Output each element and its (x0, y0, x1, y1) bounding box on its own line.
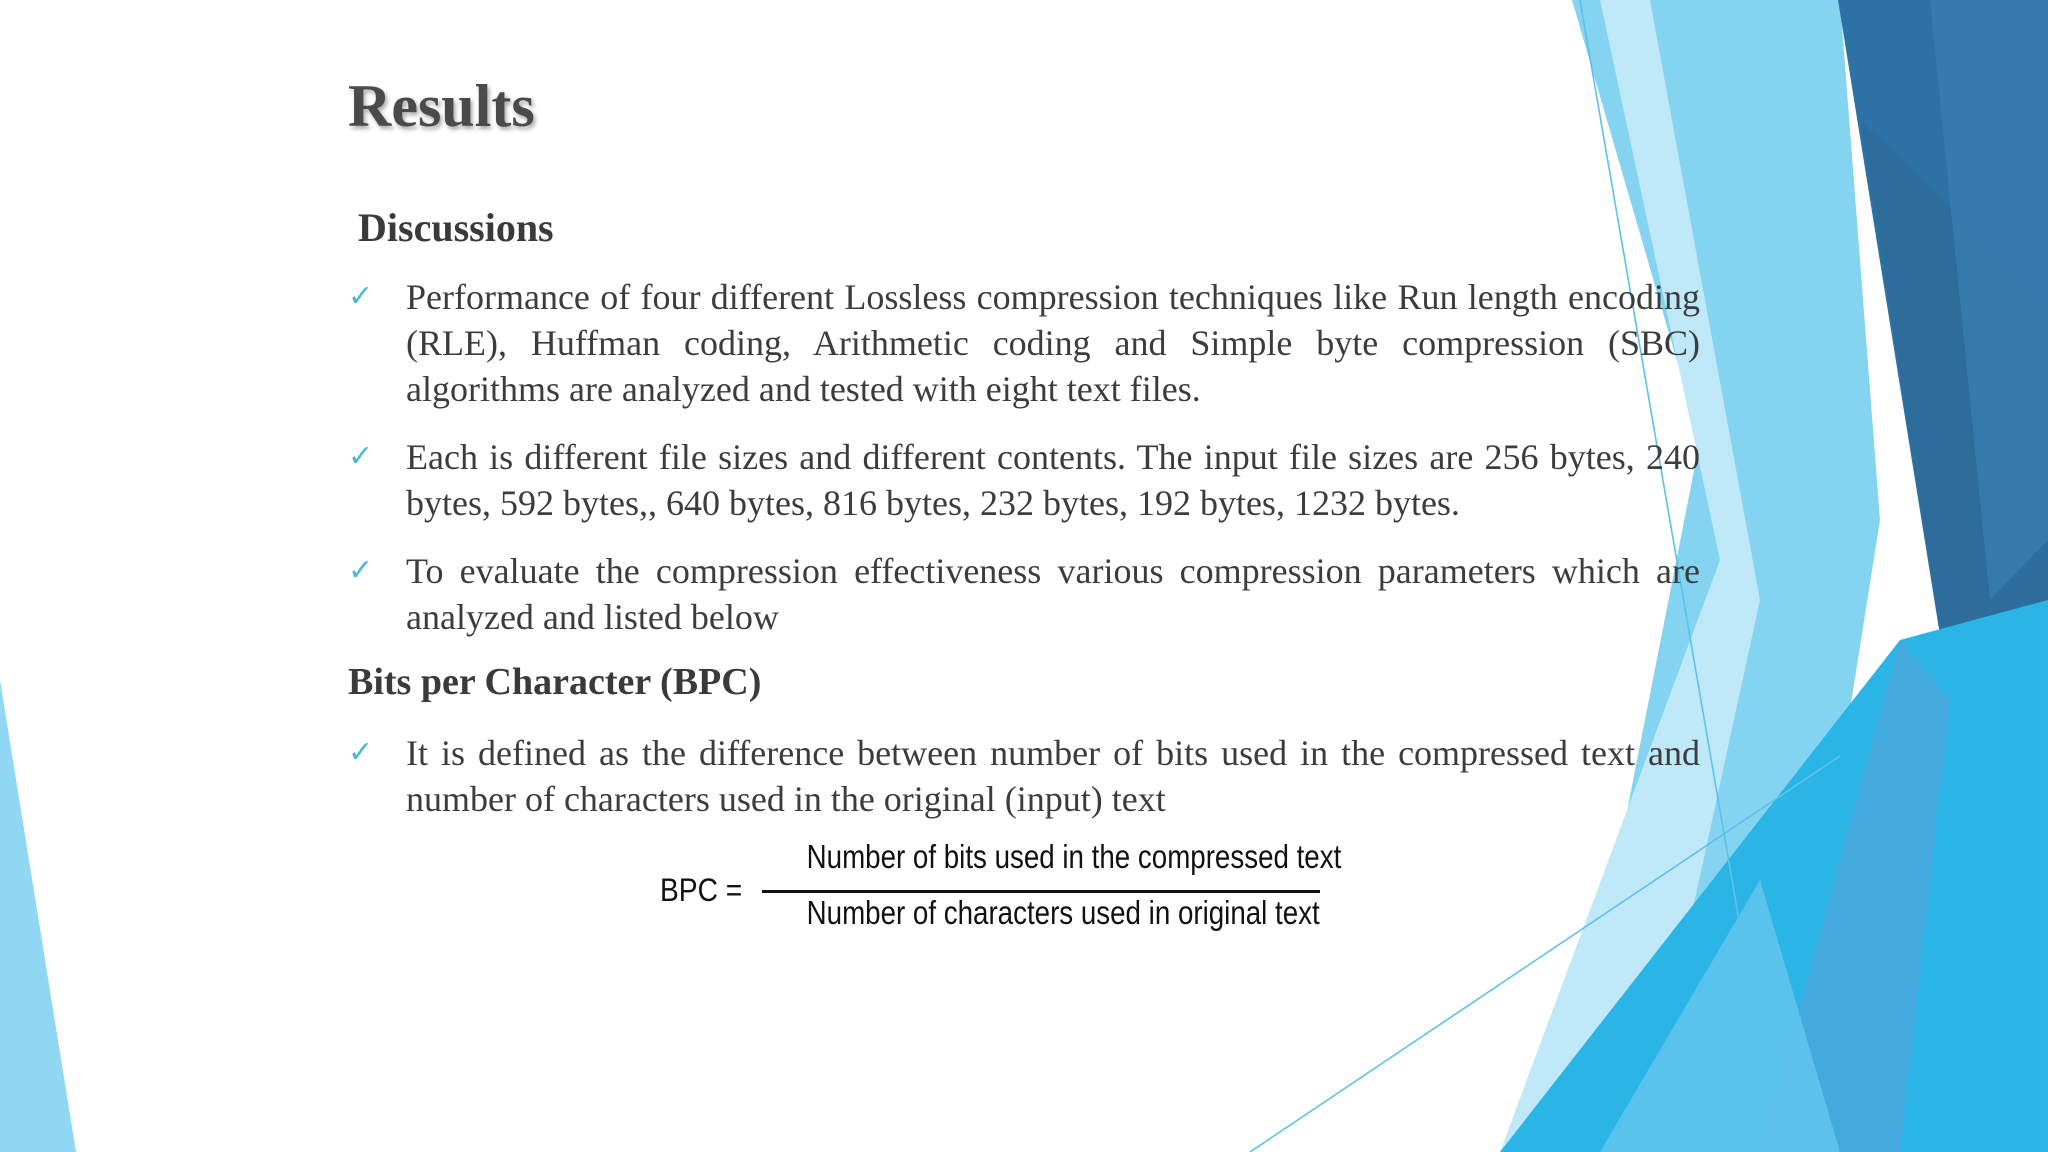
slide-title: Results (348, 73, 535, 139)
checkmark-icon: ✓ (348, 735, 374, 770)
checkmark-icon: ✓ (348, 279, 374, 314)
formula-denominator: Number of characters used in original text (806, 894, 1320, 931)
formula-lhs: BPC = (660, 872, 743, 908)
section-heading-bpc: Bits per Character (BPC) (348, 661, 762, 703)
checkmark-icon: ✓ (348, 439, 374, 474)
fraction-bar (762, 890, 1320, 893)
bullet-text: Each is different file sizes and different contents. The input file sizes are 256 bytes, 240 bytes, 592 bytes,, 640 bytes, 816 bytes, 232 bytes, 192 bytes, 1232 bytes. (406, 437, 1700, 523)
section-heading-discussions: Discussions (358, 205, 554, 250)
bullet-text: To evaluate the compression effectiveness various compression parameters which are analyzed and listed below (406, 551, 1700, 637)
formula-numerator: Number of bits used in the compressed text (806, 838, 1342, 875)
checkmark-icon: ✓ (348, 553, 374, 588)
bullet-text: It is defined as the difference between number of bits used in the compressed text and number of characters used in the original (input) text (406, 733, 1700, 819)
bullet-text: Performance of four different Lossless compression techniques like Run length encoding (RLE), Huffman coding, Arithmetic coding and Simple byte compression (SBC) algorithms are analyzed and tested with eight text files. (406, 277, 1700, 409)
left-accent-shape (0, 680, 76, 1152)
